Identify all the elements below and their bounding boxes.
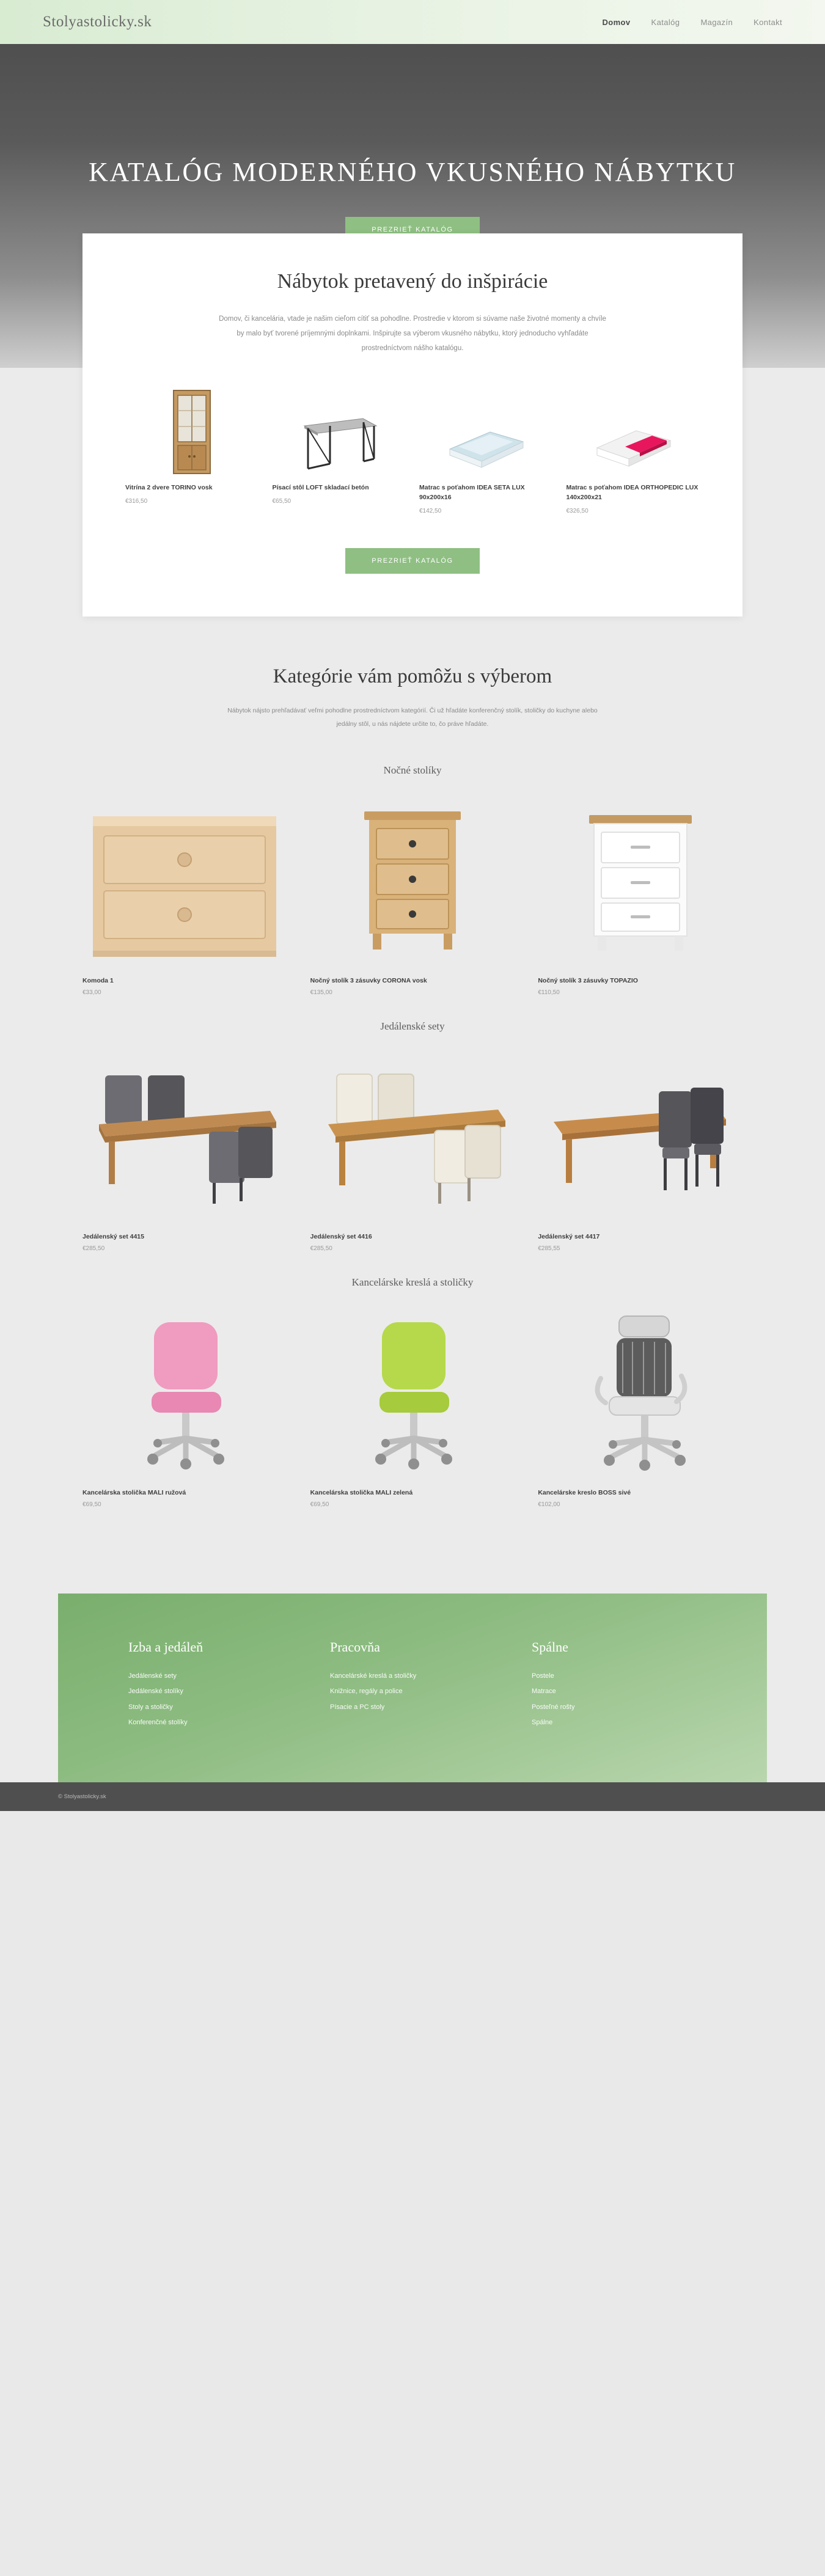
category-item-name: Kancelárske kreslo BOSS sivé xyxy=(538,1489,631,1497)
category-item-name: Kancelárska stolička MALI ružová xyxy=(82,1489,186,1497)
dining-set-dark-icon xyxy=(543,1063,738,1210)
category-item-price: €285,50 xyxy=(310,1245,332,1253)
footer-column-spalne xyxy=(532,1639,697,1730)
nightstand-pine-icon xyxy=(87,798,282,963)
categories-heading: Kategórie vám pomôžu s výberom xyxy=(273,665,552,687)
footer-link[interactable]: Posteľné rošty xyxy=(532,1703,575,1711)
footer-column-title: Spálne xyxy=(532,1639,568,1655)
copyright-bar: © Stolyastolicky.sk xyxy=(0,1782,825,1811)
category-group-title: Nočné stolíky xyxy=(383,764,442,777)
cabinet-icon xyxy=(172,389,211,475)
category-item[interactable] xyxy=(310,795,515,996)
site-header xyxy=(0,0,825,44)
category-item[interactable] xyxy=(310,1051,515,1252)
category-photo xyxy=(82,1307,287,1478)
nav-item-magazin[interactable]: Magazín xyxy=(700,17,733,27)
category-item-price: €33,00 xyxy=(82,989,101,997)
category-row xyxy=(82,795,743,996)
intro-cta-button[interactable]: PREZRIEŤ KATALÓG xyxy=(345,548,480,574)
product-thumb xyxy=(566,383,700,475)
footer-link[interactable]: Matrace xyxy=(532,1688,556,1696)
product-card[interactable] xyxy=(419,383,553,514)
category-photo xyxy=(538,1307,743,1478)
category-item-price: €135,00 xyxy=(310,989,332,997)
category-item-price: €69,50 xyxy=(310,1501,329,1509)
mattress-icon xyxy=(593,426,673,475)
footer-column-pracovna xyxy=(330,1639,495,1730)
footer-link[interactable]: Písacie a PC stoly xyxy=(330,1703,385,1711)
categories-subtext: Nábytok nájsto prehľadávať veľmi pohodlne prostredníctvom kategórií. Či už hľadáte konferenčný stolík, stoličky do kuchyne alebo jedálny stôl, u nás nájdete určite to, čo práve hľadáte. xyxy=(227,706,598,728)
footer-link[interactable]: Jedálenské stolíky xyxy=(128,1688,183,1696)
category-item-price: €285,50 xyxy=(82,1245,105,1253)
category-item[interactable] xyxy=(82,1051,287,1252)
footer-link[interactable]: Spálne xyxy=(532,1718,553,1726)
product-name: Písací stôl LOFT skladací betón xyxy=(272,484,369,492)
category-photo xyxy=(310,1307,515,1478)
product-card[interactable] xyxy=(125,383,259,514)
product-card[interactable] xyxy=(566,383,700,514)
product-thumb xyxy=(273,383,406,475)
intro-paragraph: Domov, či kancelária, vtade je našim cieľom cítiť sa pohodlne. Prostredie v ktorom si súvame naše životné momenty a chvíle by malo byť tvorené príjemnými doplnkami. Inšpirujte sa výberom vkusného nábytku, ktorý jednoducho vyhľadáte prostredníctvom nášho katalógu. xyxy=(219,315,606,353)
category-item-name: Nočný stolík 3 zásuvky TOPAZIO xyxy=(538,977,638,985)
footer-link[interactable]: Kancelárské kreslá a stoličky xyxy=(330,1672,417,1680)
category-photo xyxy=(538,795,743,966)
category-item-name: Jedálenský set 4416 xyxy=(310,1233,372,1241)
footer-link[interactable]: Knižnice, regály a police xyxy=(330,1688,403,1696)
product-price: €316,50 xyxy=(125,498,148,505)
mattress-icon xyxy=(446,426,526,475)
intro-heading: Nábytok pretavený do inšpirácie xyxy=(277,270,548,293)
site-brand[interactable]: Stolyastolicky.sk xyxy=(43,13,152,30)
category-item-price: €69,50 xyxy=(82,1501,101,1509)
product-name: Matrac s poťahom IDEA SETA LUX 90x200x16 xyxy=(419,484,525,502)
footer-column-title: Izba a jedáleň xyxy=(128,1639,204,1655)
main-navigation xyxy=(602,18,782,27)
category-photo xyxy=(310,795,515,966)
category-row xyxy=(82,1307,743,1508)
hero-title: KATALÓG MODERNÉHO VKUSNÉHO NÁBYTKU xyxy=(89,157,736,187)
desk-icon xyxy=(299,408,379,475)
category-item[interactable] xyxy=(538,1051,743,1252)
category-item[interactable] xyxy=(82,795,287,996)
product-card[interactable] xyxy=(273,383,406,514)
footer-column-title: Pracovňa xyxy=(330,1639,380,1655)
footer-link[interactable]: Konferenčné stolíky xyxy=(128,1718,188,1726)
category-group-title: Jedálenské sety xyxy=(380,1020,445,1033)
nightstand-white-icon xyxy=(585,798,695,963)
product-price: €65,50 xyxy=(272,498,292,505)
category-item[interactable] xyxy=(538,795,743,996)
categories-section xyxy=(0,617,825,1551)
category-group-title: Kancelárske kreslá a stoličky xyxy=(351,1276,474,1289)
category-item-name: Komoda 1 xyxy=(82,977,114,985)
category-row xyxy=(82,1051,743,1252)
category-photo xyxy=(82,795,287,966)
nav-item-kontakt[interactable]: Kontakt xyxy=(754,17,782,27)
category-item-price: €110,50 xyxy=(538,989,560,997)
category-item-name: Kancelárska stolička MALI zelená xyxy=(310,1489,413,1497)
footer-link[interactable]: Stoly a stoličky xyxy=(128,1703,173,1711)
office-chair-pink-icon xyxy=(123,1310,246,1475)
featured-products xyxy=(125,383,700,514)
footer-column-izba-a-jedalen xyxy=(128,1639,293,1730)
office-chair-boss-icon xyxy=(576,1310,705,1475)
dining-set-grey-icon xyxy=(87,1063,282,1210)
category-photo xyxy=(538,1051,743,1222)
category-item-name: Nočný stolík 3 zásuvky CORONA vosk xyxy=(310,977,427,985)
nav-item-katalog[interactable]: Katalóg xyxy=(651,17,680,27)
product-thumb xyxy=(125,383,259,475)
nav-item-domov[interactable]: Domov xyxy=(602,17,631,27)
intro-section xyxy=(0,233,825,617)
site-footer xyxy=(58,1594,767,1782)
product-price: €326,50 xyxy=(566,507,588,514)
dining-set-cream-icon xyxy=(315,1063,510,1210)
product-price: €142,50 xyxy=(419,507,442,514)
category-item-price: €102,00 xyxy=(538,1501,560,1509)
category-photo xyxy=(82,1051,287,1222)
category-item-price: €285,55 xyxy=(538,1245,560,1253)
category-item[interactable] xyxy=(310,1307,515,1508)
footer-link[interactable]: Postele xyxy=(532,1672,554,1680)
office-chair-green-icon xyxy=(351,1310,474,1475)
intro-cta-row xyxy=(125,548,700,574)
product-thumb xyxy=(419,383,553,475)
category-item[interactable] xyxy=(82,1307,287,1508)
product-name: Matrac s poťahom IDEA ORTHOPEDIC LUX 140x200x21 xyxy=(566,484,698,502)
nightstand-corona-icon xyxy=(361,798,464,963)
product-name: Vitrína 2 dvere TORINO vosk xyxy=(125,484,213,492)
category-photo xyxy=(310,1051,515,1222)
category-item[interactable] xyxy=(538,1307,743,1508)
category-item-name: Jedálenský set 4415 xyxy=(82,1233,144,1241)
category-item-name: Jedálenský set 4417 xyxy=(538,1233,600,1241)
hero-cta-button[interactable]: PREZRIEŤ KATALÓG xyxy=(345,217,480,243)
footer-link[interactable]: Jedálenské sety xyxy=(128,1672,177,1680)
intro-card xyxy=(82,233,743,617)
